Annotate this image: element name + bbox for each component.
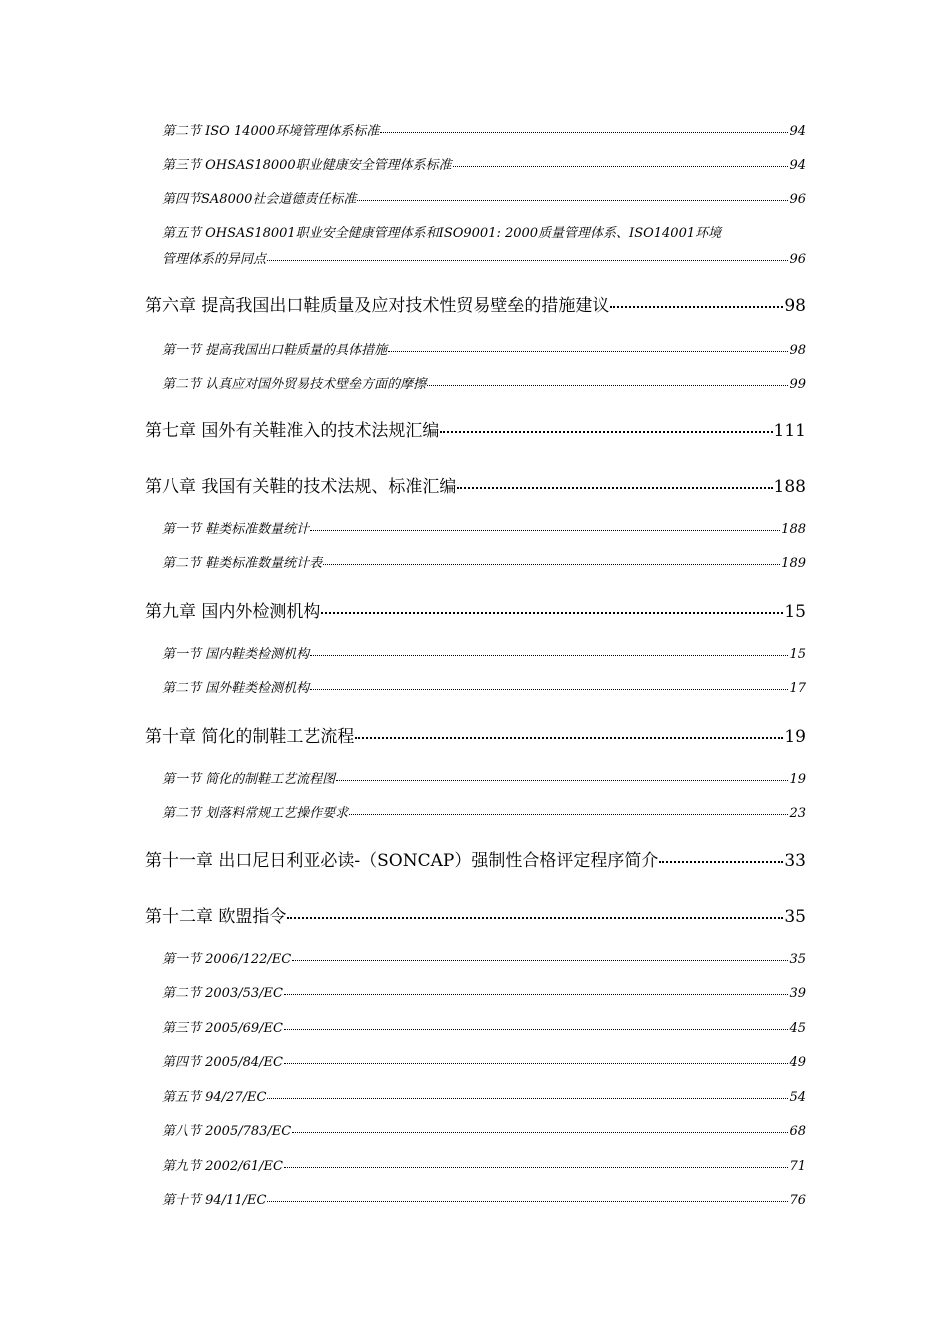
toc-section-entry[interactable] — [162, 248, 806, 267]
toc-page-number: 17 — [789, 681, 806, 696]
toc-page-number: 188 — [781, 522, 806, 537]
toc-entry-title: 第八章 我国有关鞋的技术法规、标准汇编 — [145, 477, 457, 497]
toc-page-number: 45 — [789, 1021, 806, 1036]
toc-page-number: 76 — [789, 1193, 806, 1208]
toc-entry-title: 第十节 94/11/EC — [162, 1193, 267, 1208]
toc-entry-title: 第十一章 出口尼日利亚必读-（SONCAP）强制性合格评定程序简介 — [145, 851, 659, 871]
toc-section-entry[interactable] — [162, 552, 806, 571]
toc-page-number: 96 — [789, 252, 806, 267]
toc-chapter-entry[interactable] — [145, 416, 806, 441]
toc-dot-leader — [284, 1028, 788, 1030]
toc-entry-title: 第十章 简化的制鞋工艺流程 — [145, 727, 355, 747]
toc-page-number: 23 — [789, 806, 806, 821]
toc-entry-title: 第三节 2005/69/EC — [162, 1021, 283, 1036]
toc-dot-leader — [323, 563, 780, 565]
toc-page-number: 98 — [789, 343, 806, 358]
toc-page-number: 39 — [789, 986, 806, 1001]
toc-entry-title: 第二节 2003/53/EC — [162, 986, 283, 1001]
toc-page-number: 68 — [789, 1124, 806, 1139]
toc-chapter-entry[interactable] — [145, 846, 806, 871]
toc-section-entry[interactable] — [162, 677, 806, 696]
toc-dot-leader — [659, 860, 783, 863]
toc-page-number: 111 — [773, 421, 806, 441]
toc-section-entry[interactable] — [162, 802, 806, 821]
toc-entry-title: 第一节 鞋类标准数量统计 — [162, 522, 310, 537]
toc-dot-leader — [284, 1062, 788, 1064]
toc-entry-title: 第五节 94/27/EC — [162, 1090, 267, 1105]
toc-dot-leader — [292, 959, 788, 961]
toc-section-entry[interactable] — [162, 1189, 806, 1208]
toc-page-number: 96 — [789, 192, 806, 207]
toc-dot-leader — [440, 430, 772, 433]
toc-entry-title: 第九章 国内外检测机构 — [145, 602, 321, 622]
toc-entry-title: 第一节 简化的制鞋工艺流程图 — [162, 772, 336, 787]
toc-dot-leader — [284, 1166, 788, 1168]
toc-section-entry[interactable] — [162, 339, 806, 358]
toc-section-entry[interactable] — [162, 154, 806, 173]
toc-chapter-entry[interactable] — [145, 722, 806, 747]
toc-page-number: 49 — [789, 1055, 806, 1070]
toc-entry-title: 第四节 2005/84/EC — [162, 1055, 283, 1070]
toc-entry-title: 第三节 OHSAS18000职业健康安全管理体系标准 — [162, 158, 452, 173]
toc-entry-title: 第二节 划落料常规工艺操作要求 — [162, 806, 349, 821]
toc-page-number: 54 — [789, 1090, 806, 1105]
toc-entry-title: 第一节 提高我国出口鞋质量的具体措施 — [162, 343, 388, 358]
toc-section-entry[interactable] — [162, 1086, 806, 1105]
toc-section-entry[interactable] — [162, 982, 806, 1001]
toc-page-number: 189 — [781, 556, 806, 571]
toc-entry-title: 管理体系的异同点 — [162, 252, 267, 267]
toc-page-number: 15 — [784, 602, 806, 622]
toc-page-number: 35 — [784, 907, 806, 927]
toc-dot-leader — [453, 165, 789, 167]
toc-chapter-entry[interactable] — [145, 902, 806, 927]
toc-entry-wrapped-line: 第五节 OHSAS18001职业安全健康管理体系和ISO9001: 2000质量管理体系、ISO14001环境 — [162, 226, 722, 241]
toc-page-number: 35 — [789, 952, 806, 967]
toc-chapter-entry[interactable] — [145, 472, 806, 497]
toc-page-number: 15 — [789, 647, 806, 662]
toc-dot-leader — [267, 259, 788, 261]
toc-entry-title: 第十二章 欧盟指令 — [145, 907, 287, 927]
toc-section-entry[interactable] — [162, 948, 806, 967]
toc-entry-title: 第一节 2006/122/EC — [162, 952, 292, 967]
toc-section-entry[interactable] — [162, 1017, 806, 1036]
toc-section-entry[interactable] — [162, 768, 806, 787]
toc-section-entry[interactable] — [162, 1155, 806, 1174]
toc-dot-leader — [349, 813, 788, 815]
toc-dot-leader — [284, 993, 788, 995]
toc-dot-leader — [355, 736, 783, 739]
toc-entry-title: 第二节 国外鞋类检测机构 — [162, 681, 310, 696]
toc-dot-leader — [267, 1097, 788, 1099]
toc-section-entry[interactable] — [162, 188, 806, 207]
toc-entry-title: 第六章 提高我国出口鞋质量及应对技术性贸易壁垒的措施建议 — [145, 296, 610, 316]
toc-entry-title: 第二节 ISO 14000环境管理体系标准 — [162, 124, 380, 139]
toc-dot-leader — [310, 654, 788, 656]
toc-entry-title: 第一节 国内鞋类检测机构 — [162, 647, 310, 662]
toc-page-number: 94 — [789, 158, 806, 173]
toc-dot-leader — [380, 131, 788, 133]
toc-dot-leader — [310, 529, 780, 531]
toc-entry-title: 第八节 2005/783/EC — [162, 1124, 292, 1139]
toc-section-entry[interactable] — [162, 1120, 806, 1139]
toc-entry-title: 第二节 认真应对国外贸易技术壁垒方面的摩擦 — [162, 377, 427, 392]
toc-entry-title: 第九节 2002/61/EC — [162, 1159, 283, 1174]
toc-page-number: 19 — [784, 727, 806, 747]
toc-entry-title: 第四节SA8000社会道德责任标准 — [162, 192, 357, 207]
toc-page-number: 33 — [784, 851, 806, 871]
toc-section-entry[interactable] — [162, 373, 806, 392]
toc-page-number: 99 — [789, 377, 806, 392]
toc-dot-leader — [336, 779, 788, 781]
toc-section-entry[interactable] — [162, 120, 806, 139]
toc-dot-leader — [388, 350, 788, 352]
toc-dot-leader — [292, 1131, 788, 1133]
toc-page-number: 19 — [789, 772, 806, 787]
toc-section-entry[interactable] — [162, 1051, 806, 1070]
toc-dot-leader — [321, 611, 783, 614]
toc-dot-leader — [287, 916, 783, 919]
toc-chapter-entry[interactable] — [145, 291, 806, 316]
toc-section-entry[interactable] — [162, 518, 806, 537]
toc-dot-leader — [427, 384, 788, 386]
toc-page-number: 71 — [789, 1159, 806, 1174]
toc-dot-leader — [610, 305, 783, 308]
toc-page-number: 98 — [784, 296, 806, 316]
toc-dot-leader — [310, 688, 788, 690]
toc-entry-title: 第七章 国外有关鞋准入的技术法规汇编 — [145, 421, 440, 441]
toc-page-number: 94 — [789, 124, 806, 139]
toc-chapter-entry[interactable] — [145, 597, 806, 622]
toc-dot-leader — [357, 199, 788, 201]
toc-page-number: 188 — [773, 477, 806, 497]
toc-entry-title: 第二节 鞋类标准数量统计表 — [162, 556, 323, 571]
toc-dot-leader — [267, 1200, 788, 1202]
toc-dot-leader — [457, 486, 772, 489]
toc-section-entry[interactable] — [162, 643, 806, 662]
